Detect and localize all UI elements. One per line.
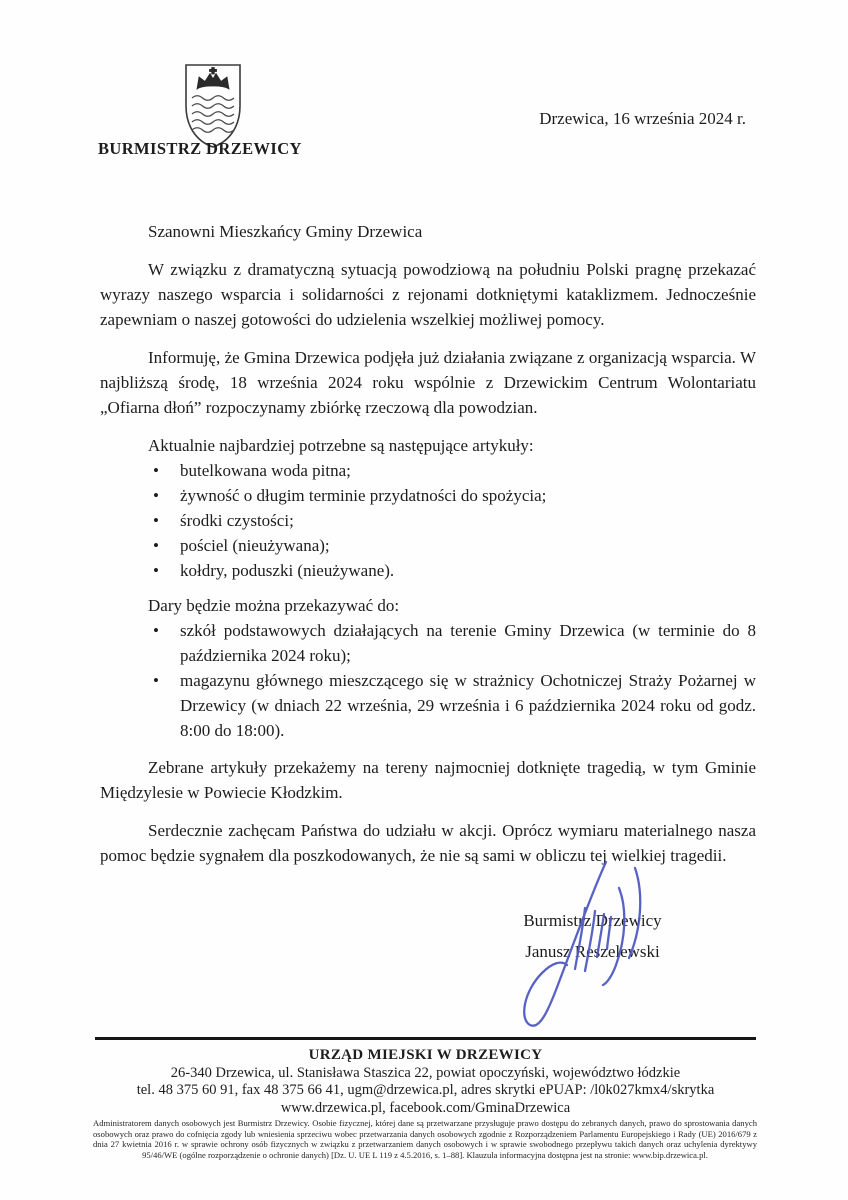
office-address: 26-340 Drzewica, ul. Stanisława Staszica 22, powiat opoczyński, województwo łódzkie [170, 1064, 681, 1081]
salutation: Szanowni Mieszkańcy Gminy Drzewica [148, 222, 423, 241]
office-name: URZĄD MIEJSKI W DRZEWICY [308, 1047, 543, 1063]
paragraph-encouragement: Serdecznie zachęcam Państwa do udziału w akcji. Oprócz wymiaru materialnego nasza pomoc będzie sygnałem dla poszkodowanych, że nie są sami w obliczu tej wielkiej tragedii. [100, 821, 756, 865]
list-item: • kołdry, poduszki (nieużywane). [100, 558, 756, 583]
paragraph-solidarity: W związku z dramatyczną sytuacją powodziową na południu Polski pragnę przekazać wyrazy naszego wsparcia i solidarności z rejonami dotkniętymi kataklizmem. Jednocześnie zapewniam o naszej gotowości do udzielenia wszelkiej możliwej pomocy. [100, 260, 756, 329]
gdpr-legal-notice: Administratorem danych osobowych jest Burmistrz Drzewicy. Osobie fizycznej, której dane są przetwarzane przysługuje prawo dostępu do zebranych danych, prawo do sprostowania danych osobowych oraz prawo do cofnięcia zgody lub wniesienia sprzeciwu wobec przetwarzania danych osobowych zgodnie z Rozporządzeniem Parlamentu Europejskiego i Rady (UE) 2016/679 z dnia 27 kwietnia 2016 r. w sprawie ochrony osób fizycznych w związku z przetwarzaniem danych osobowych i w sprawie swobodnego przepływu takich danych oraz uchylenia dyrektywy 95/46/WE (ogólne rozporządzenie o ochronie danych) [Dz. U. UE L 119 z 4.5.2016, s. 1–88]. Klauzula informacyjna dostępna jest na stronie: www.bip.drzewica.pl. [93, 1118, 757, 1161]
signature-name: Janusz Reszelewski [525, 942, 660, 961]
donation-points-list [100, 618, 756, 743]
spacer [100, 743, 756, 755]
paragraph-distribution: Zebrane artykuły przekażemy na tereny najmocniej dotknięte tragedią, w tym Gminie Międzylesie w Powiecie Kłodzkim. [100, 758, 756, 802]
date-line: Drzewica, 16 września 2024 r. [539, 109, 746, 128]
list-item: • żywność o długim terminie przydatności do spożycia; [100, 483, 756, 508]
needed-items-list [100, 458, 756, 583]
donation-intro: Dary będzie można przekazywać do: [148, 596, 400, 615]
office-contact: tel. 48 375 60 91, fax 48 375 66 41, ugm@drzewica.pl, adres skrytki ePUAP: /l0k027kmx4/skrytka [136, 1082, 715, 1098]
spacer [100, 583, 756, 591]
needed-items-intro: Aktualnie najbardziej potrzebne są następujące artykuły: [148, 436, 534, 455]
list-item: • środki czystości; [100, 508, 756, 533]
list-item: • pościel (nieużywana); [100, 533, 756, 558]
signature-title: Burmistrz Drzewicy [523, 911, 662, 930]
list-item: • szkół podstawowych działających na terenie Gminy Drzewica (w terminie do 8 października 2024 roku); [100, 618, 756, 668]
paragraph-collection-announcement: Informuję, że Gmina Drzewica podjęła już działania związane z organizacją wsparcia. W najbliższą środę, 18 września 2024 roku wspólnie z Drzewickim Centrum Wolontariatu „Ofiarna dłoń” rozpoczynamy zbiórkę rzeczową dla powodzian. [100, 348, 756, 417]
footer [95, 1047, 756, 1117]
list-item: • magazynu głównego mieszczącego się w strażnicy Ochotniczej Straży Pożarnej w Drzewicy (w dniach 22 września, 29 września i 6 października 2024 roku od godz. 8:00 do 18:00). [100, 668, 756, 743]
footer-divider [95, 1037, 756, 1040]
list-item: • butelkowana woda pitna; [100, 458, 756, 483]
letter-body [100, 219, 756, 881]
signature-block [505, 911, 680, 962]
office-web: www.drzewica.pl, facebook.com/GminaDrzewica [280, 1099, 571, 1116]
sender-title: BURMISTRZ DRZEWICY [98, 139, 302, 158]
